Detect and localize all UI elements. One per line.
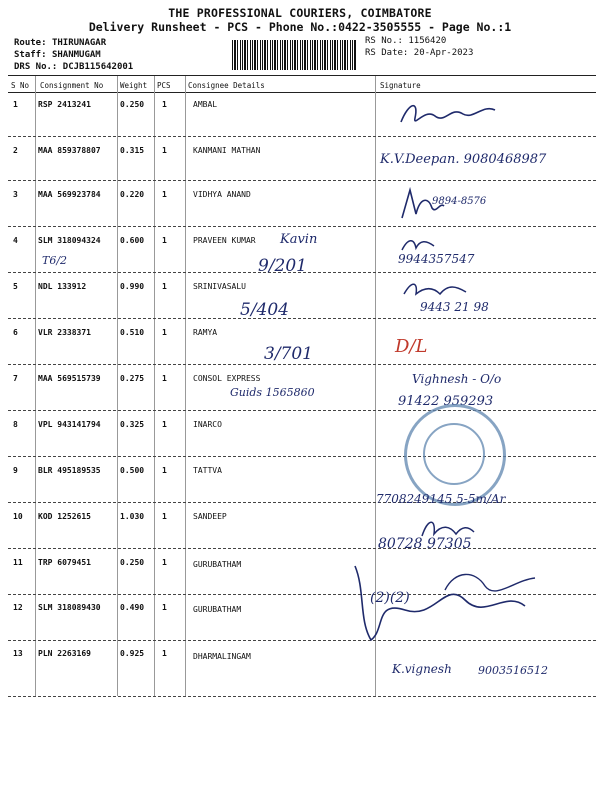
row-12-consignee: GURUBATHAM [193,605,242,614]
route-value: THIRUNAGAR [51,38,107,48]
row-7-name: Guids 1565860 [230,386,315,399]
row-2-consignment: MAA 859378807 [38,146,101,155]
row-1-sno: 1 [13,100,18,109]
row-13-phone: 9003516512 [478,664,548,677]
row-9-weight: 0.500 [120,466,145,475]
column-divider [117,76,118,696]
row-3-pcs: 1 [162,190,167,199]
row-5-door: 5/404 [240,300,289,320]
row-13-sno: 13 [13,649,23,658]
row-7-weight: 0.275 [120,374,145,383]
staff-label: Staff: [14,50,47,60]
row-10-phone: 80728 97305 [378,536,472,552]
row-1-consignment: RSP 2413241 [38,100,91,109]
row-4-phone: 9944357547 [398,252,475,266]
rs-date-line [365,48,473,58]
row-5-phone: 9443 21 98 [420,300,489,314]
row-1-pcs: 1 [162,100,167,109]
row-separator [8,226,596,227]
row-10-consignment: KOD 1252615 [38,512,91,521]
row-separator [8,318,596,319]
row-separator [8,456,596,457]
row-8-consignment: VPL 943141794 [38,420,101,429]
row-5-signature [400,278,470,300]
row-4-weight: 0.600 [120,236,145,245]
row-8-consignee: INARCO [193,420,222,429]
route-label: Route: [14,38,47,48]
row-8-sno: 8 [13,420,18,429]
row-separator [8,696,596,697]
row-3-consignment: MAA 569923784 [38,190,101,199]
row-11-sno: 11 [13,558,23,567]
route-line [14,38,106,48]
row-13-weight: 0.925 [120,649,145,658]
row-3-sno: 3 [13,190,18,199]
row-8-pcs: 1 [162,420,167,429]
rs-no-line [365,36,446,46]
drs-label: DRS No.: [14,62,58,72]
row-7-consignment: MAA 569515739 [38,374,101,383]
row-5-sno: 5 [13,282,18,291]
row-4-sno: 4 [13,236,18,245]
col-signature-header: Signature [380,81,421,90]
row-3-consignee: VIDHYA ANAND [193,190,251,199]
col-weight-header: Weight [120,81,148,90]
row-7-consignee: CONSOL EXPRESS [193,374,261,383]
row-9-consignee: TATTVA [193,466,222,475]
row-7-note: Vighnesh - O/o [412,372,502,386]
row-separator [8,410,596,411]
drs-line [14,62,133,72]
row-11-consignment: TRP 6079451 [38,558,91,567]
rs-no-label: RS No.: [365,36,403,46]
column-divider [35,76,36,696]
rs-no-value: 1156420 [408,36,447,46]
row-11-consignee: GURUBATHAM [193,560,242,569]
barcode [232,40,356,70]
row-11-weight: 0.250 [120,558,145,567]
row-2-sno: 2 [13,146,18,155]
row-9-phone: 7708249145 5-5m/Ar [376,492,506,506]
row-10-consignee: SANDEEP [193,512,227,521]
row-12-weight: 0.490 [120,603,145,612]
document-title: THE PROFESSIONAL COURIERS, COIMBATORE [168,6,432,20]
row-13-consignment: PLN 2263169 [38,649,91,658]
row-10-sno: 10 [13,512,23,521]
row-separator [8,364,596,365]
row-9-consignment: BLR 495189535 [38,466,101,475]
row-3-weight: 0.220 [120,190,145,199]
col-consignee-header: Consignee Details [188,81,265,90]
table-header-rule [8,92,596,93]
row-5-consignee: SRINIVASALU [193,282,246,291]
row-2-weight: 0.315 [120,146,145,155]
row-7-sno: 7 [13,374,18,383]
row-12-consignment: SLM 318089430 [38,603,101,612]
row-13-pcs: 1 [162,649,167,658]
column-divider [154,76,155,696]
row-6-delivered-mark: D/L [395,336,428,357]
company-seal-inner-ring [423,423,485,485]
col-consignment-header: Consignment No [40,81,104,90]
row-6-door: 3/701 [264,344,313,364]
row-5-pcs: 1 [162,282,167,291]
row-2-pcs: 1 [162,146,167,155]
row-4-consignee: PRAVEEN KUMAR [193,236,256,245]
row-4-side-note: T6/2 [42,254,68,267]
row-13-consignee: DHARMALINGAM [193,652,251,661]
company-seal [404,404,506,506]
row-1-weight: 0.250 [120,100,145,109]
row-4-door: 9/201 [258,256,307,276]
rs-date-label: RS Date: [365,48,409,58]
row-4-name: Kavin [280,232,318,247]
row-11-pcs: 1 [162,558,167,567]
row-12-mark: (2)(2) [370,590,410,606]
row-6-sno: 6 [13,328,18,337]
drs-value: DCJB115642001 [62,62,134,72]
row-6-consignee: RAMYA [193,328,218,337]
row-13-signature: K.vignesh [392,662,452,676]
row-5-weight: 0.990 [120,282,145,291]
column-divider [185,76,186,696]
row-separator [8,180,596,181]
row-12-sno: 12 [13,603,23,612]
rs-date-value: 20-Apr-2023 [413,48,474,58]
row-1-signature [395,98,505,136]
document-subtitle: Delivery Runsheet - PCS - Phone No.:0422-3505555 - Page No.:1 [88,20,512,34]
row-4-consignment: SLM 318094324 [38,236,101,245]
row-2-signature: K.V.Deepan. 9080468987 [380,152,547,167]
row-separator [8,136,596,137]
row-9-sno: 9 [13,466,18,475]
row-2-consignee: KANMANI MATHAN [193,146,261,155]
col-pcs-header: PCS [157,81,171,90]
row-9-pcs: 1 [162,466,167,475]
staff-line [14,50,101,60]
row-1-consignee: AMBAL [193,100,218,109]
row-separator [8,502,596,503]
row-8-weight: 0.325 [120,420,145,429]
row-7-pcs: 1 [162,374,167,383]
row-6-pcs: 1 [162,328,167,337]
row-7-phone: 91422 959293 [398,394,494,409]
row-6-weight: 0.510 [120,328,145,337]
col-sno-header: S No [11,81,30,90]
row-6-consignment: VLR 2338371 [38,328,91,337]
row-10-weight: 1.030 [120,512,145,521]
row-5-consignment: NDL 133912 [38,282,87,291]
row-12-pcs: 1 [162,603,167,612]
row-10-pcs: 1 [162,512,167,521]
table-top-rule [8,75,596,76]
staff-value: SHANMUGAM [51,50,101,60]
row-4-pcs: 1 [162,236,167,245]
row-separator [8,548,596,549]
row-3-phone: 9894-8576 [432,196,487,207]
